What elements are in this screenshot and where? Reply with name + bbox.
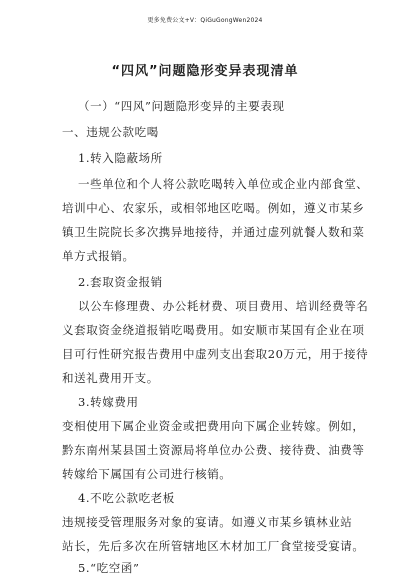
paragraph-line: 义套取资金绕道报销吃喝费用。如安顺市某国有企业在项 [62, 323, 365, 337]
item-heading-1: 1.转入隐蔽场所 [78, 151, 163, 165]
document-title: “四风”问题隐形变异表现清单 [111, 64, 299, 79]
paragraph-line: 变相使用下属企业资金或把费用向下属企业转嫁。例如， [62, 419, 365, 433]
paragraph-line: 黔东南州某县国土资源局将单位办公费、接待费、油费等 [62, 443, 365, 457]
paragraph-line: 转嫁给下属国有公司进行核销。 [62, 467, 232, 481]
paragraph-line: 单方式报销。 [62, 249, 135, 263]
paragraph-line: 和送礼费用开支。 [62, 371, 159, 385]
paragraph-line: 违规接受管理服务对象的宴请。如遵义市某乡镇林业站 [62, 515, 353, 529]
section-heading: （一）“四风”问题隐形变异的主要表现 [78, 99, 285, 113]
heading-level-1: 一、违规公款吃喝 [62, 125, 159, 139]
item-heading-5: 5.“吃空函” [78, 561, 140, 575]
header-note: 更多免费公文+V：QiGuGongWen2024 [147, 17, 263, 24]
item-heading-2: 2.套取资金报销 [78, 275, 163, 289]
paragraph-line: 一些单位和个人将公款吃喝转入单位或企业内部食堂、 [78, 177, 369, 191]
item-heading-4: 4.不吃公款吃老板 [78, 491, 175, 505]
paragraph-line: 培训中心、农家乐，或相邻地区吃喝。例如，遵义市某乡 [62, 201, 365, 215]
paragraph-line: 站长，先后多次在所管辖地区木材加工厂食堂接受宴请。 [62, 539, 365, 553]
paragraph-line: 目可行性研究报告费用中虚列支出套取20万元，用于接待 [62, 347, 369, 361]
paragraph-line: 镇卫生院院长多次携异地接待，并通过虚列就餐人数和菜 [62, 225, 365, 239]
paragraph-line: 以公车修理费、办公耗材费、项目费用、培训经费等名 [78, 299, 369, 313]
item-heading-3: 3.转嫁费用 [78, 395, 139, 409]
